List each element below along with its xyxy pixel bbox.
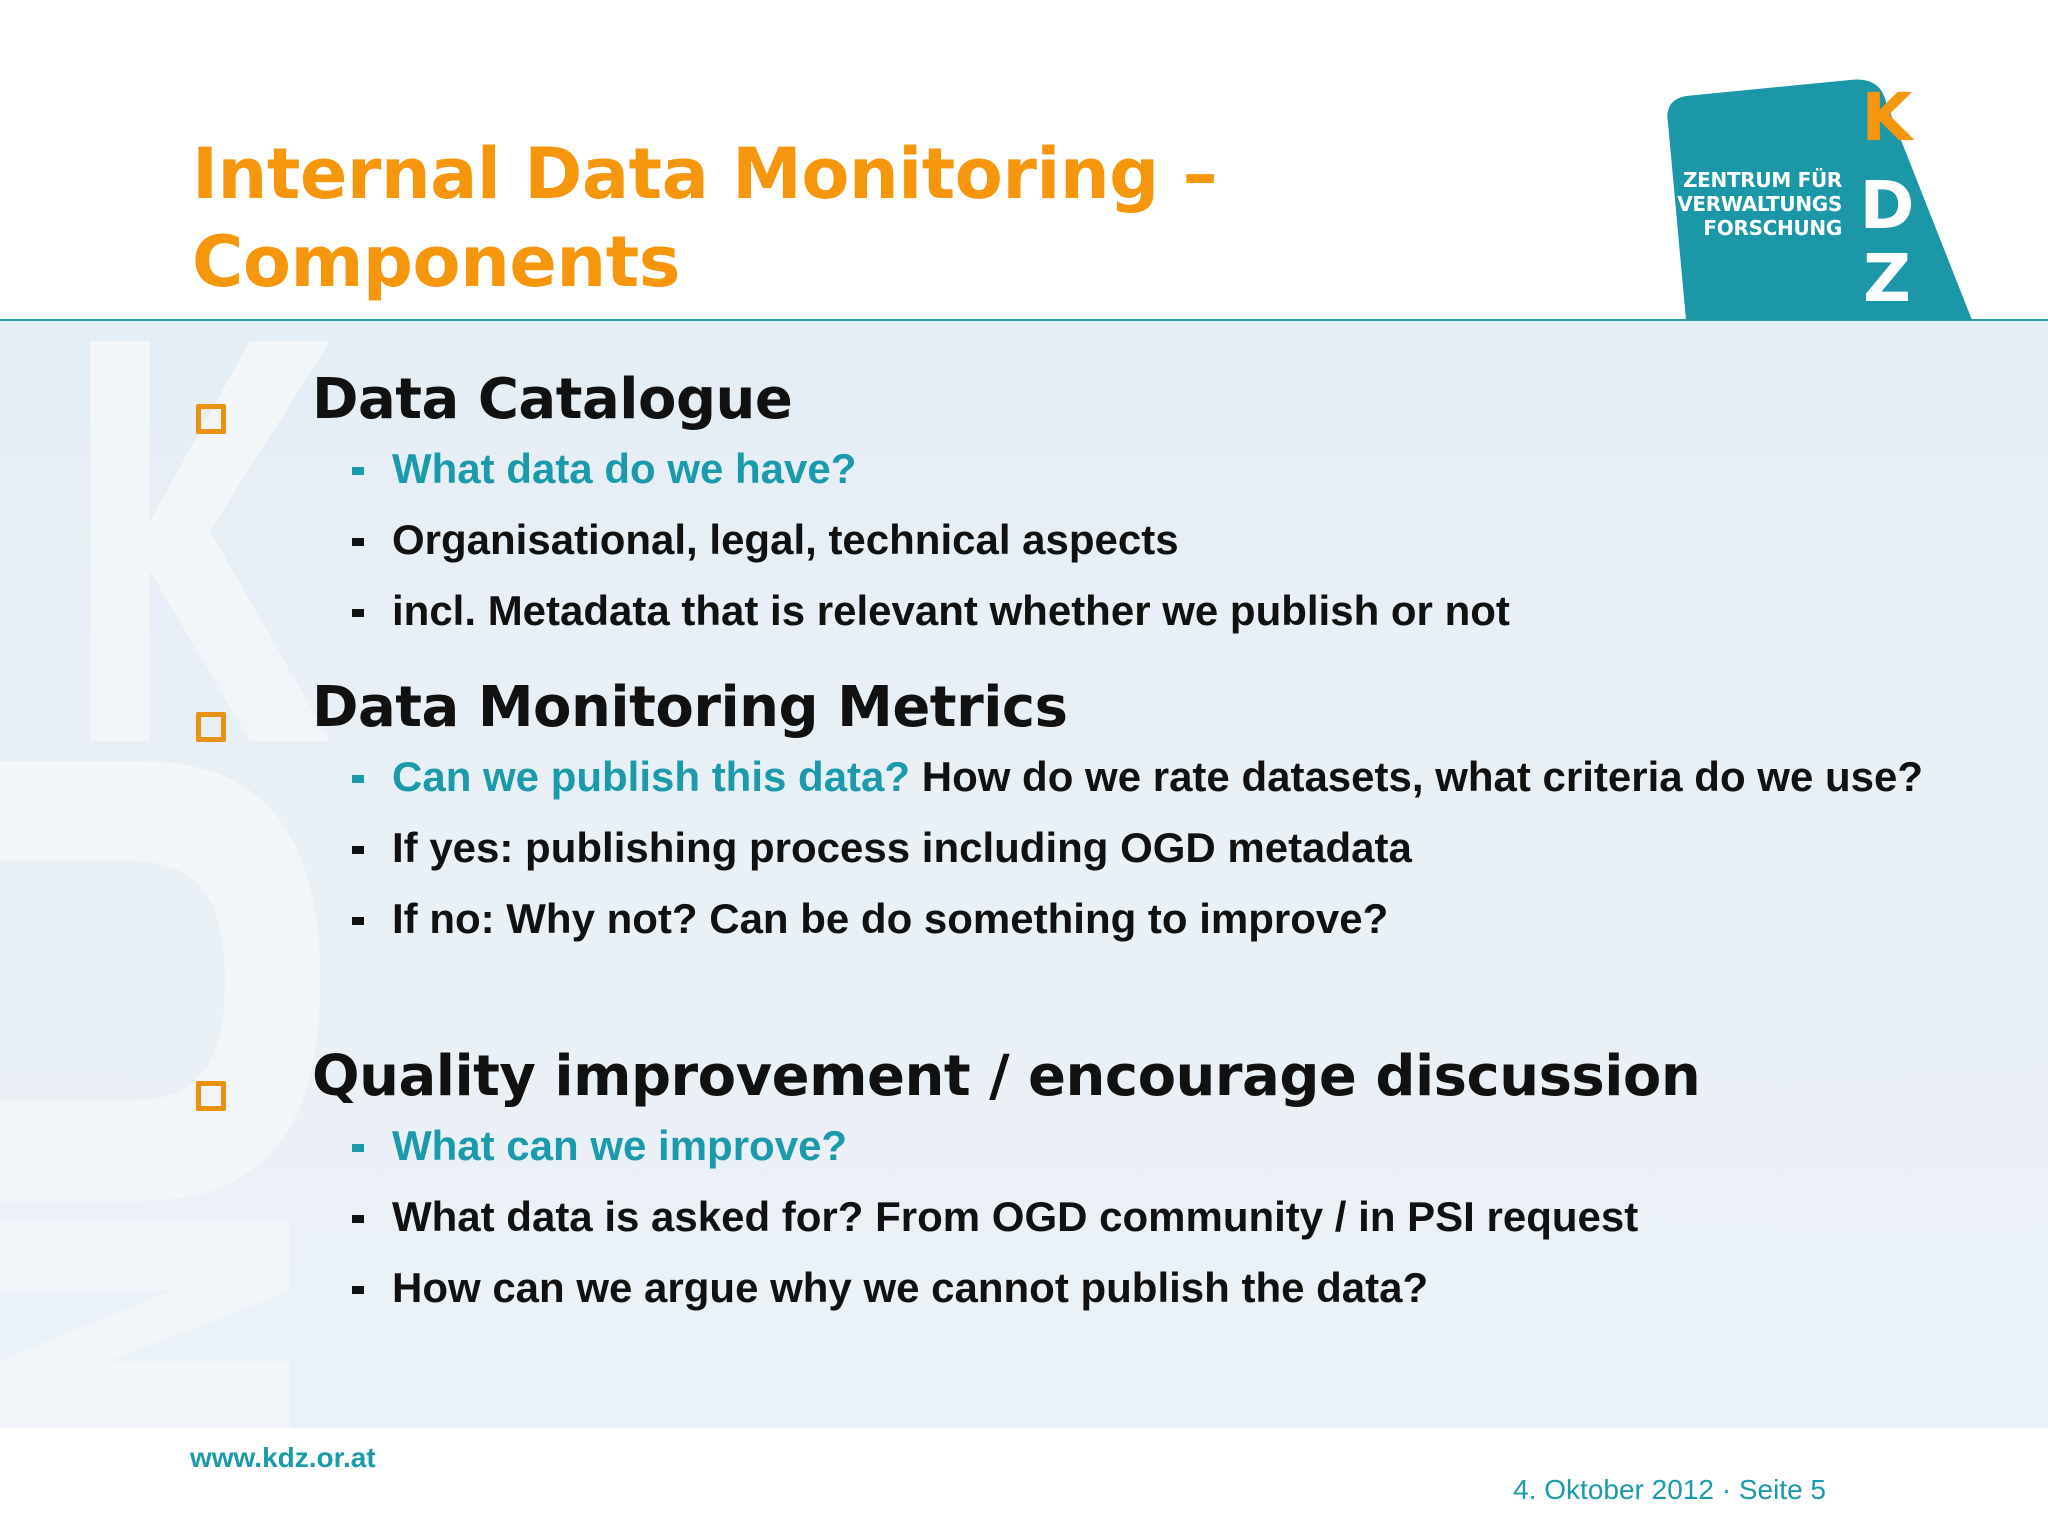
dash-bullet-icon xyxy=(352,917,364,925)
svg-text:D: D xyxy=(1859,167,1915,244)
section-title: Data Catalogue xyxy=(312,367,793,432)
list-item: What data is asked for? From OGD community / in PSI request xyxy=(352,1187,1992,1247)
logo-line-2: VERWALTUNGS xyxy=(1677,192,1842,216)
bullet-list xyxy=(352,747,1992,960)
list-item: What data do we have? xyxy=(352,439,1992,499)
slide-content xyxy=(0,321,2048,1428)
dash-bullet-icon xyxy=(352,1286,364,1294)
dash-bullet-icon xyxy=(352,609,364,617)
dash-bullet-icon xyxy=(352,467,364,475)
list-item: Organisational, legal, technical aspects xyxy=(352,510,1992,570)
logo-wordmark xyxy=(1672,168,1842,240)
list-item: How can we argue why we cannot publish the data? xyxy=(352,1258,1992,1318)
list-item: Can we publish this data? How do we rate datasets, what criteria do we use? xyxy=(352,747,1992,807)
bullet-list xyxy=(352,1116,1992,1329)
checkbox-bullet-icon xyxy=(196,712,226,742)
logo-line-1: ZENTRUM FÜR xyxy=(1682,168,1842,192)
bullet-list xyxy=(352,439,1992,652)
list-item: If no: Why not? Can be do something to improve? xyxy=(352,889,1992,949)
website-link[interactable]: www.kdz.or.at xyxy=(190,1442,376,1473)
svg-text:K: K xyxy=(1861,79,1913,156)
dash-bullet-icon xyxy=(352,1215,364,1223)
dash-bullet-icon xyxy=(352,846,364,854)
svg-text:Z: Z xyxy=(1863,240,1911,317)
dash-bullet-icon xyxy=(352,775,364,783)
section-title: Quality improvement / encourage discussion xyxy=(312,1044,1701,1109)
slide-title: Internal Data Monitoring – Components xyxy=(192,133,1218,303)
checkbox-bullet-icon xyxy=(196,1081,226,1111)
list-item: What can we improve? xyxy=(352,1116,1992,1176)
section-title: Data Monitoring Metrics xyxy=(312,675,1068,740)
dash-bullet-icon xyxy=(352,538,364,546)
list-item: If yes: publishing process including OGD metadata xyxy=(352,818,1992,878)
logo-line-3: FORSCHUNG xyxy=(1703,216,1842,240)
list-item: incl. Metadata that is relevant whether we publish or not xyxy=(352,581,1992,641)
checkbox-bullet-icon xyxy=(196,404,226,434)
footer-date-page: 4. Oktober 2012 · Seite 5 xyxy=(1513,1474,1826,1505)
dash-bullet-icon xyxy=(352,1144,364,1152)
